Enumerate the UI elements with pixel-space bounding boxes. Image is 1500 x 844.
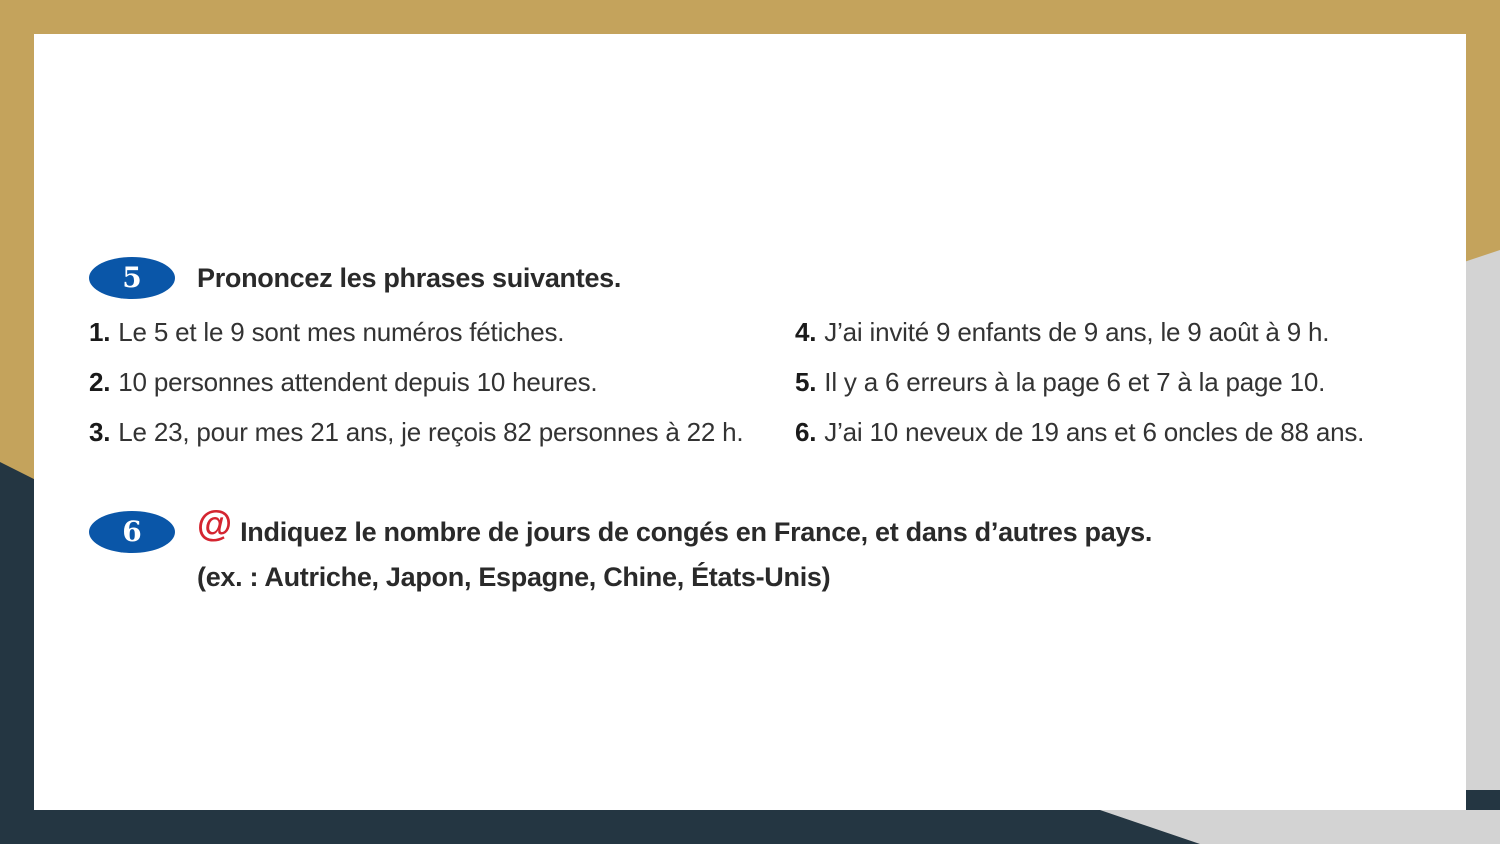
- exercise-5: [89, 256, 1419, 450]
- list-item: [795, 414, 1395, 450]
- at-icon: @: [197, 503, 233, 544]
- exercise-number-badge: 6: [89, 511, 175, 553]
- item-number: 2.: [89, 367, 111, 397]
- list-item: [89, 314, 795, 350]
- list-item: [795, 364, 1395, 400]
- exercise-subtitle: (ex. : Autriche, Japon, Espagne, Chine, États-Unis): [197, 562, 831, 592]
- exercise-title: Prononcez les phrases suivantes.: [197, 262, 622, 293]
- exercise-5-items: [89, 314, 1419, 450]
- item-number: 4.: [795, 317, 817, 347]
- item-number: 1.: [89, 317, 111, 347]
- list-item: [795, 314, 1395, 350]
- item-text: Le 5 et le 9 sont mes numéros fétiches.: [118, 317, 565, 347]
- item-number: 3.: [89, 417, 111, 447]
- item-text: Il y a 6 erreurs à la page 6 et 7 à la page 10.: [824, 367, 1326, 397]
- exercise-6: [89, 503, 1419, 593]
- slide-page: [34, 34, 1466, 810]
- item-text: J’ai invité 9 enfants de 9 ans, le 9 août à 9 h.: [824, 317, 1330, 347]
- item-text: J’ai 10 neveux de 19 ans et 6 oncles de 88 ans.: [824, 417, 1365, 447]
- list-item: [89, 414, 795, 450]
- item-text: Le 23, pour mes 21 ans, je reçois 82 personnes à 22 h.: [118, 417, 744, 447]
- exercise-5-header: [89, 256, 1419, 300]
- exercise-number-badge: 5: [89, 257, 175, 299]
- item-number: 5.: [795, 367, 817, 397]
- item-text: 10 personnes attendent depuis 10 heures.: [118, 367, 598, 397]
- exercise-title: Indiquez le nombre de jours de congés en France, et dans d’autres pays.: [240, 516, 1153, 547]
- list-item: [89, 364, 795, 400]
- exercise-6-header: [89, 503, 1419, 554]
- item-number: 6.: [795, 417, 817, 447]
